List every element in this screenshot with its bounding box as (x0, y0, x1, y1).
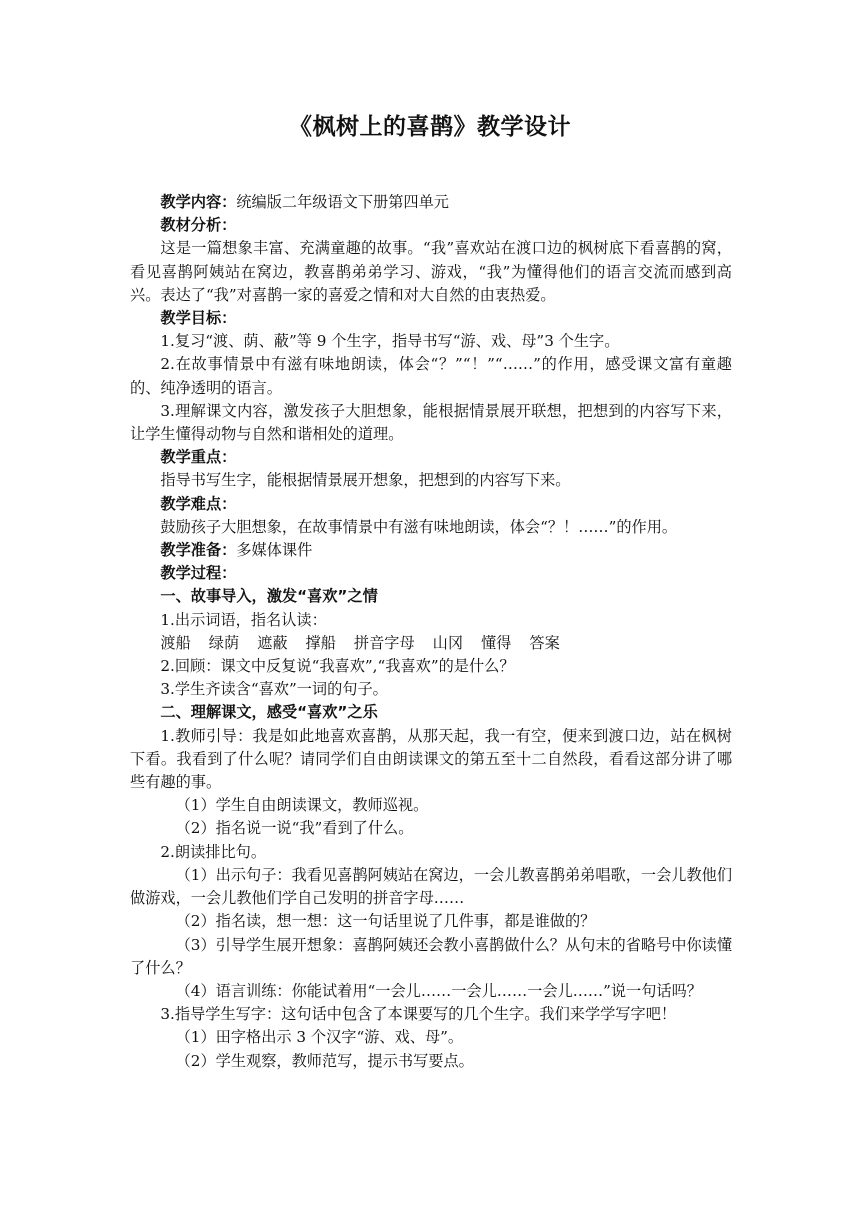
preparation (130, 539, 732, 562)
key-points-text: 指导书写生字，能根据情景展开想象，把想到的内容写下来。 (160, 471, 571, 490)
goals-label: 教学目标： (160, 309, 237, 328)
word-item: 答案 (529, 633, 560, 652)
analysis-label: 教材分析： (160, 216, 237, 235)
word-item: 拼音字母 (353, 633, 415, 652)
word-item: 懂得 (481, 633, 512, 652)
word-item: 绿荫 (208, 633, 240, 652)
teaching-content-label: 教学内容： (160, 193, 237, 211)
process-substep: （3）引导学生展开想象：喜鹊阿姨还会教小喜鹊做什么？从句末的省略号中你读懂了什么？ (130, 935, 733, 977)
goal-item: 1.复习“渡、荫、蔽”等 9 个生字，指导书写“游、戏、母”3 个生字。 (160, 332, 620, 351)
word-item: 渡船 (160, 633, 191, 652)
process-step: 1.教师引导：我是如此地喜欢喜鹊，从那天起，我一有空，便来到渡口边，站在枫树下看。我看到了什么呢？请同学们自由朗读课文的第五至十二自然段，看看这部分讲了哪些有趣的事。 (130, 726, 732, 792)
process-step: 2.回顾：课文中反复说“我喜欢”,“我喜欢”的是什么？ (160, 657, 515, 676)
process-substep: （2）指名说一说“我”看到了什么。 (175, 819, 414, 838)
key-points-label: 教学重点： (160, 448, 237, 467)
document-title: 《枫树上的喜鹊》教学设计 (289, 114, 571, 140)
word-item: 遮蔽 (257, 633, 288, 652)
word-item: 撑船 (305, 633, 336, 652)
process-step: 1.出示词语，指名认读： (160, 610, 327, 629)
process-step: 3.学生齐读含“喜欢”一词的句子。 (160, 680, 388, 699)
process-substep: （1）田字格出示 3 个汉字“游、戏、母”。 (175, 1028, 464, 1047)
process-step: 3.指导学生写字：这句话中包含了本课要写的几个生字。我们来学学写字吧！ (160, 1005, 677, 1024)
process-substep: （2）学生观察，教师范写，提示书写要点。 (175, 1051, 474, 1070)
document-body (130, 191, 732, 1073)
process-label: 教学过程： (160, 564, 237, 583)
word-list (130, 632, 732, 655)
teaching-content-text: 统编版二年级语文下册第四单元 (236, 193, 449, 211)
preparation-text: 多媒体课件 (236, 541, 313, 560)
process-step: 2.朗读排比句。 (160, 842, 267, 861)
goal-item: 3.理解课文内容，激发孩子大胆想象，能根据情景展开联想，把想到的内容写下来，让学生懂得动物与自然和谐相处的道理。 (130, 401, 732, 444)
process-substep: （2）指名读，想一想：这一句话里说了几件事，都是谁做的？ (175, 912, 596, 931)
preparation-label: 教学准备： (160, 541, 237, 560)
section-heading: 一、故事导入，激发“喜欢”之情 (160, 587, 378, 606)
section-heading: 二、理解课文，感受“喜欢”之乐 (160, 703, 378, 722)
process-substep: （1）出示句子：我看见喜鹊阿姨站在窝边，一会儿教喜鹊弟弟唱歌，一会儿教他们做游戏，一会儿教他们学自己发明的拼音字母…… (130, 865, 733, 908)
word-item: 山冈 (432, 633, 464, 652)
process-substep: （1）学生自由朗读课文，教师巡视。 (175, 796, 429, 815)
teaching-content (130, 191, 732, 214)
difficulties-text: 鼓励孩子大胆想象，在故事情景中有滋有味地朗读，体会“？！……”的作用。 (160, 517, 678, 536)
difficulties-label: 教学难点： (160, 494, 237, 513)
goal-item: 2.在故事情景中有滋有味地朗读，体会“？”“！”“……”的作用，感受课文富有童趣的、纯净透明的语言。 (130, 355, 732, 397)
analysis-text: 这是一篇想象丰富、充满童趣的故事。“我”喜欢站在渡口边的枫树底下看喜鹊的窝，看见喜鹊阿姨站在窝边，教喜鹊弟弟学习、游戏，“我”为懂得他们的语言交流而感到高兴。表达了“我”对喜鹊一家的喜爱之情和对大自然的由衷热爱。 (130, 239, 732, 304)
process-substep: （4）语言训练：你能试着用“一会儿……一会儿……一会儿……”说一句话吗？ (175, 981, 702, 1000)
